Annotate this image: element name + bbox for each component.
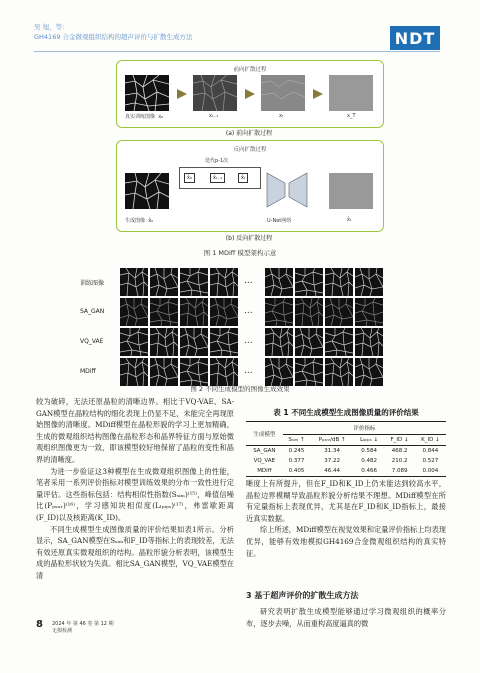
micro-tile: [150, 328, 178, 356]
reverse-title: 反向扩散过程: [233, 147, 267, 153]
logo-text: NDT: [394, 28, 436, 48]
micro-tile: [295, 358, 323, 386]
real-image-label: [125, 113, 163, 120]
paragraph: 晰度上有所提升，但在F_ID和K_ID上仍未能达到较高水平，晶粒边界模糊导致晶粒形貌分析结果不理想。MDiff模型在所有定量指标上表现优异，尤其是在F_ID和K_ID指标上，最接近真实数据。: [246, 479, 446, 523]
table-cell: 0.482: [361, 458, 378, 464]
table-cell: 0.844: [422, 448, 439, 454]
micro-tile: [265, 298, 293, 326]
xt-label: xₜ: [279, 113, 284, 119]
paragraph: 综上所述，MDiff模型在视觉效果和定量评价指标上均表现优异，能够有效地模拟GH4169合金微观组织结构的真实特征。: [246, 525, 446, 558]
micro-tile: [210, 358, 238, 386]
right-column: [246, 478, 446, 559]
micro-tile: [355, 268, 383, 296]
section-heading: 3 基于超声评价的扩散生成方法: [246, 591, 359, 600]
ellipsis: ...: [244, 366, 253, 376]
micro-tile: [125, 75, 169, 111]
paragraph: 较为破碎，无法还原晶粒的清晰边界。相比于VQ-VAE、SA-GAN模型在晶粒结构的细化表现上仍显不足，未能完全再现原始图像的清晰度。MDiff模型在晶粒形貌的学习上更加精确，生成的微观组织结构图像在晶粒形态和晶界特征方面与原始微观组织图像更为一致，即该模型较好地保留了晶粒的变性和晶界的清晰度。: [36, 397, 234, 464]
table-header-cell: F_ID ↓: [390, 437, 409, 443]
table-1: [246, 421, 446, 477]
forward-panel: [116, 60, 384, 128]
table-cell: 0.245: [288, 448, 305, 454]
table-header-model: 生成模型: [246, 422, 283, 446]
table-row: [246, 446, 446, 457]
header-authors: 吴 旭，等：: [34, 23, 69, 31]
xt-hat-box: x̂ₜ: [238, 173, 248, 183]
table-cell: 0.527: [422, 458, 439, 464]
paragraph: 研究表明扩散生成模型能够通过学习微观组织的概率分布，逐步去噪，从而重构高度逼真的微: [246, 607, 446, 628]
page-footer: [52, 621, 114, 635]
micro-tile: [150, 268, 178, 296]
table-cell: 0.405: [288, 468, 305, 474]
table-cell: 0.377: [288, 458, 305, 464]
micro-tile: [180, 298, 208, 326]
table-header-cell: Sₛᵢₘ ↑: [288, 437, 305, 443]
micro-tile: [265, 358, 293, 386]
header-rule: [34, 51, 440, 52]
micro-tile: [150, 298, 178, 326]
unet-icon: [265, 171, 309, 209]
micro-tile: [210, 298, 238, 326]
gen-label-text: 生成图像: [125, 218, 146, 224]
xT-hat-label: x̂ₜ: [347, 217, 352, 223]
table-group-header: 评价指标: [283, 422, 446, 435]
table-body: [246, 446, 446, 477]
paragraph: 不同生成模型生成图像质量的评价结果如表1所示。分析显示，SA_GAN模型在Sₛᵢₘ和F_ID等指标上的表现较差，无法有效还原真实微观组织的结构。晶粒形貌分析表明，该模型生成的晶粒形状较为失真。相比SA_GAN模型，VQ_VAE模型在清: [36, 524, 234, 580]
micro-tile: [120, 358, 148, 386]
micro-tile: [210, 268, 238, 296]
generated-image-label: [125, 217, 153, 224]
micro-tile: [325, 298, 353, 326]
micro-tile: [180, 328, 208, 356]
figure-2-caption: 图 2 不同生成模型的图像生成效果: [190, 385, 290, 393]
micro-tile: [355, 328, 383, 356]
running-header: [34, 22, 193, 42]
table-header-cell: K_ID ↓: [421, 437, 440, 443]
micro-tile: [120, 268, 148, 296]
ellipsis: ...: [244, 276, 253, 286]
micro-tile: [295, 268, 323, 296]
table-cell: 37.22: [324, 458, 341, 464]
micro-tile: [325, 358, 353, 386]
row-label: MDiff: [80, 368, 96, 375]
figure-1-caption: 图 1 MDiff 模型架构示意: [203, 249, 277, 257]
table-cell: 31.34: [324, 448, 341, 454]
micro-tile: [325, 328, 353, 356]
micro-tile: [193, 75, 237, 111]
table-cell: 468.2: [391, 448, 408, 454]
x0-symbol: x₀: [158, 114, 164, 120]
journal-logo: [390, 26, 440, 50]
micro-tile: [325, 268, 353, 296]
iteration-loop: [179, 167, 261, 189]
table-header-cell: Pₚₛₙᵣ/dB ↑: [318, 437, 346, 443]
table-cell-model: SA_GAN: [253, 448, 276, 454]
forward-arrow: [177, 89, 187, 99]
noise-tile: [261, 75, 305, 111]
real-label-text: 真实训练图像: [125, 114, 156, 120]
micro-tile: [295, 328, 323, 356]
header-title: GH4169 合金微观组织结构的超声评价与扩散生成方法: [34, 33, 193, 41]
micro-tile: [180, 268, 208, 296]
row-label: VQ_VAE: [80, 338, 104, 345]
micro-tile: [265, 328, 293, 356]
row-label: SA_GAN: [80, 308, 105, 315]
table-cell: 210.2: [391, 458, 408, 464]
noise-tile: [329, 173, 373, 209]
forward-title: 前向扩散过程: [233, 67, 267, 73]
table-cell-model: VQ_VAE: [253, 458, 276, 464]
page-number: 8: [36, 619, 43, 630]
subcaption-a: (a) 前向扩散过程: [225, 130, 273, 137]
micro-tile: [210, 328, 238, 356]
table-header-cell: Lₗₚᵢₚₛ ↓: [360, 437, 379, 443]
micro-tile: [295, 298, 323, 326]
forward-arrow: [245, 89, 255, 99]
micro-tile: [180, 358, 208, 386]
subcaption-b: (b) 反向扩散过程: [225, 235, 273, 242]
row-label: 训练图像: [80, 280, 105, 287]
x0-hat-symbol: x̂₀: [148, 218, 154, 224]
forward-arrow: [313, 89, 323, 99]
table-cell: 7.089: [391, 468, 408, 474]
table-cell: 46.44: [324, 468, 341, 474]
reverse-panel: [116, 140, 384, 232]
table-cell: 0.004: [422, 468, 439, 474]
paragraph: 为进一步验证这3种模型在生成微观组织图像上的性能，笔者采用一系列评价指标对模型训练效果的分布一致性进行定量评估。这些指标包括：结构相似性指数(Sₛᵢₘ)⁽¹⁵⁾，峰值信噪比(Pₚₛₙᵣ)⁽¹⁶⁾，学习感知块相似度(Lₗₚᵢₚₛ)⁽¹⁷⁾，弗雷歇距离(F_ID)以及核距离(K_ID)。: [36, 466, 234, 522]
table-row: [246, 466, 446, 477]
micro-tile: [125, 173, 169, 209]
xT-label: x_T: [347, 113, 356, 119]
table-cell-model: MDiff: [257, 468, 272, 474]
micro-tile: [150, 358, 178, 386]
micro-tile: [355, 358, 383, 386]
iteration-label: 迭代p-1次: [205, 158, 229, 164]
table-cell: 0.466: [361, 468, 378, 474]
micro-tile: [355, 298, 383, 326]
noise-tile: [329, 75, 373, 111]
left-column: [36, 396, 234, 582]
x0-hat-box: x̂₀: [184, 173, 195, 183]
xt1-label: xₜ₋₁: [209, 113, 219, 119]
table-1-title: 表 1 不同生成模型生成图像质量的评价结果: [273, 408, 419, 417]
unet-label: U-Net网络: [267, 218, 292, 224]
xt1-hat-box: x̂ₜ₋₁: [210, 173, 225, 183]
micro-tile: [120, 328, 148, 356]
ellipsis: ...: [244, 306, 253, 316]
micro-tile: [265, 268, 293, 296]
ellipsis: ...: [244, 336, 253, 346]
figure-1: [116, 60, 382, 245]
footer-issue: 2024 年 第 46 卷 第 12 期: [52, 621, 114, 627]
table-cell: 0.584: [361, 448, 378, 454]
footer-journal: 无损检测: [52, 628, 73, 634]
micro-tile: [120, 298, 148, 326]
table-row: [246, 456, 446, 466]
